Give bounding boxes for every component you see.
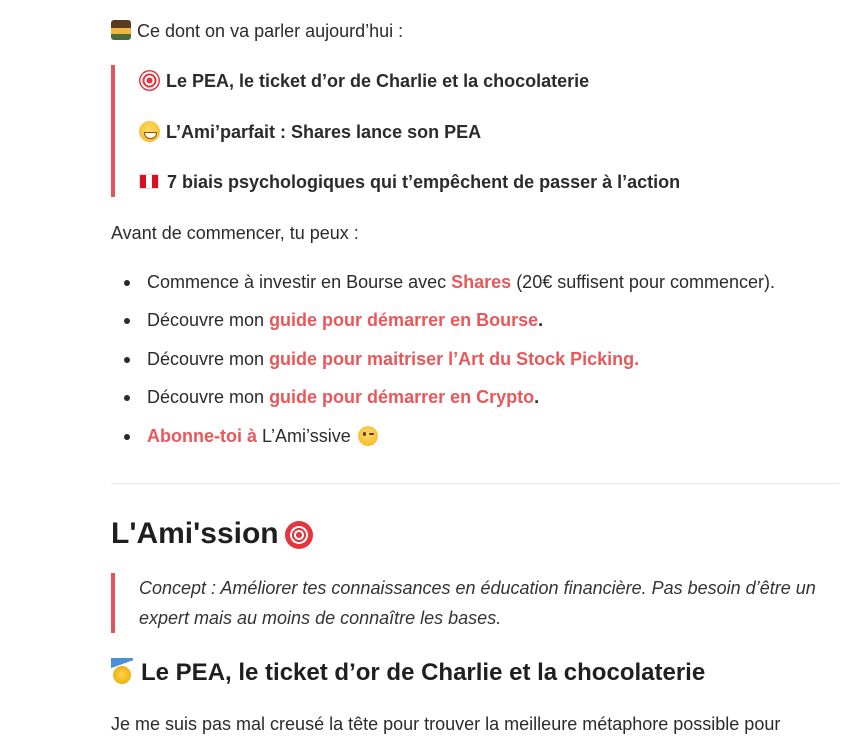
toc-item-label: Le PEA, le ticket d’or de Charlie et la chocolaterie: [166, 71, 590, 91]
grin-icon: [139, 121, 160, 142]
subsection-heading: [111, 657, 705, 689]
concept-quote: [111, 573, 839, 633]
toc-item: [139, 120, 481, 144]
concept-text: Concept : Améliorer tes connaissances en éducation financière. Pas besoin d’être un expert mais au moins de connaître les bases.: [139, 578, 816, 628]
table-of-contents: [111, 65, 751, 197]
target-icon: [139, 70, 160, 91]
list-item-text: (20€ suffisent pour commencer).: [511, 272, 775, 292]
intro-line: [111, 19, 403, 43]
list-item-text: L’Ami’ssive: [257, 426, 351, 446]
toc-item-label: 7 biais psychologiques qui t’empêchent de passer à l’action: [167, 172, 681, 192]
list-item: [147, 308, 543, 332]
gold-medal-icon: [111, 658, 133, 684]
divider: [111, 483, 839, 484]
section-heading: [111, 514, 319, 554]
list-item: [147, 385, 539, 409]
toc-item: [139, 170, 680, 194]
peru-flag-icon: [139, 174, 159, 189]
toc-item: [139, 69, 589, 93]
list-item-text: Commence à investir en Bourse avec: [147, 272, 452, 292]
list-item: [147, 347, 639, 371]
shares-link[interactable]: Shares: [451, 272, 512, 292]
list-item-text: .: [538, 310, 544, 330]
list-item-text: .: [534, 387, 540, 407]
list-item: [147, 270, 775, 294]
list-item-text: Découvre mon: [147, 349, 270, 369]
crypto-guide-link[interactable]: guide pour démarrer en Crypto: [269, 387, 535, 407]
toc-item-label: L’Ami’parfait : Shares lance son PEA: [166, 122, 482, 142]
subscribe-link[interactable]: Abonne-toi à: [147, 426, 257, 446]
bourse-guide-link[interactable]: guide pour démarrer en Bourse: [269, 310, 539, 330]
before-text: Avant de commencer, tu peux :: [111, 223, 359, 243]
wink-icon: [358, 426, 378, 446]
list-item-text: Découvre mon: [147, 387, 270, 407]
teacher-emoji-icon: [111, 20, 131, 40]
subsection-title: Le PEA, le ticket d’or de Charlie et la chocolaterie: [141, 659, 706, 686]
paragraph: Je me suis pas mal creusé la tête pour trouver la meilleure métaphore possible pour: [111, 714, 781, 734]
stock-picking-guide-link[interactable]: guide pour maitriser l’Art du Stock Picking.: [269, 349, 640, 369]
target-icon: [285, 521, 313, 549]
list-item: [147, 424, 378, 448]
list-item-text: Découvre mon: [147, 310, 270, 330]
intro-text: Ce dont on va parler aujourd’hui :: [137, 21, 404, 41]
section-title: L'Ami'ssion: [111, 517, 279, 550]
